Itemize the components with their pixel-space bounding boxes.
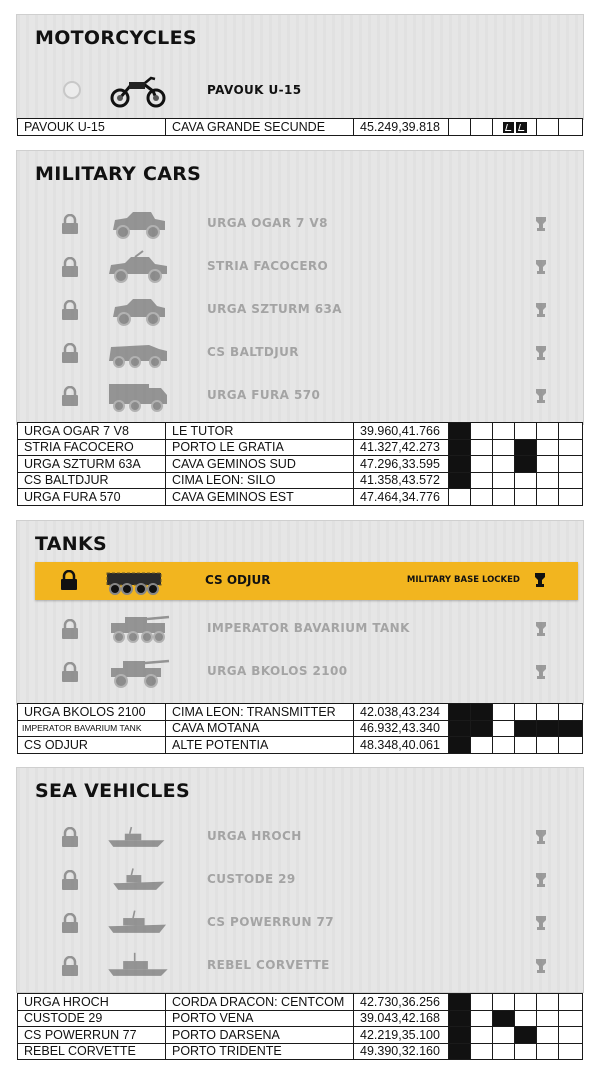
lock-icon — [60, 570, 78, 590]
coords-cell: 39.043,42.168 — [354, 1010, 449, 1027]
explosive-icon — [449, 994, 471, 1011]
feather-icon — [516, 122, 527, 133]
explosive-icon — [449, 439, 471, 456]
table-row — [18, 489, 583, 506]
vehicle-row[interactable] — [17, 945, 583, 987]
vehicle-row[interactable] — [17, 859, 583, 901]
vehicle-name: URGA SZTURM 63A — [207, 302, 342, 316]
vehicle-cell: CS POWERRUN 77 — [18, 1027, 166, 1044]
vehicle-row[interactable] — [17, 608, 583, 650]
plane-icon — [559, 720, 583, 737]
vehicle-row[interactable] — [17, 289, 583, 331]
motorcycles-panel — [16, 14, 584, 120]
lock-icon — [61, 827, 79, 847]
tanks-table — [17, 703, 583, 754]
vehicle-name: URGA HROCH — [207, 829, 302, 843]
sea-vehicles-panel — [16, 767, 584, 993]
location-cell: CIMA LEON: TRANSMITTER — [166, 704, 354, 721]
table-row — [18, 1043, 583, 1060]
vehicle-name: URGA BKOLOS 2100 — [207, 664, 348, 678]
coords-cell: 41.327,42.273 — [354, 439, 449, 456]
vehicle-name: CS POWERRUN 77 — [207, 915, 335, 929]
location-cell: PORTO TRIDENTE — [166, 1043, 354, 1060]
military-car-icon — [105, 292, 171, 328]
sea-vehicles-table — [17, 993, 583, 1060]
boat-icon — [105, 948, 171, 984]
military-car-icon — [105, 249, 171, 285]
rocket-icon — [503, 122, 514, 133]
lock-icon — [61, 386, 79, 406]
table-row — [18, 1027, 583, 1044]
coords-cell: 49.390,32.160 — [354, 1043, 449, 1060]
lock-icon — [61, 214, 79, 234]
tank-icon — [105, 611, 171, 647]
trophy-icon — [534, 572, 546, 588]
location-cell: CIMA LEON: SILO — [166, 472, 354, 489]
steering-icon — [537, 720, 559, 737]
vehicle-name: CS ODJUR — [205, 573, 271, 587]
vehicle-cell: STRIA FACOCERO — [18, 439, 166, 456]
explosive-icon — [449, 737, 471, 754]
trophy-icon — [535, 915, 547, 931]
tanks-panel — [16, 520, 584, 705]
vehicle-row[interactable] — [17, 332, 583, 374]
table-row — [18, 423, 583, 440]
vehicle-name: URGA FURA 570 — [207, 388, 321, 402]
lock-icon — [61, 619, 79, 639]
coords-cell: 41.358,43.572 — [354, 472, 449, 489]
table-row — [18, 456, 583, 473]
location-cell: PORTO LE GRATIA — [166, 439, 354, 456]
table-row — [18, 119, 583, 136]
table-row — [18, 1010, 583, 1027]
lock-icon — [61, 870, 79, 890]
explosive-icon — [449, 423, 471, 440]
trophy-icon — [535, 302, 547, 318]
vehicle-name: CS BALTDJUR — [207, 345, 299, 359]
table-row — [18, 737, 583, 754]
location-cell: CAVA GEMINOS EST — [166, 489, 354, 506]
trophy-icon — [535, 872, 547, 888]
selected-vehicle-row[interactable] — [35, 562, 578, 600]
coords-cell: 42.730,36.256 — [354, 994, 449, 1011]
trophy-icon — [535, 216, 547, 232]
location-cell: CAVA GEMINOS SUD — [166, 456, 354, 473]
location-cell: PORTO DARSENA — [166, 1027, 354, 1044]
explosive-icon — [449, 1043, 471, 1060]
section-title: TANKS — [35, 533, 107, 555]
vehicle-cell: CS BALTDJUR — [18, 472, 166, 489]
trophy-icon — [535, 621, 547, 637]
trophy-icon — [535, 259, 547, 275]
explosive-icon — [449, 456, 471, 473]
coords-cell: 42.038,43.234 — [354, 704, 449, 721]
explosive-icon — [449, 1027, 471, 1044]
boat-icon — [105, 862, 171, 898]
radio-button[interactable] — [63, 81, 81, 99]
lock-icon — [61, 956, 79, 976]
vehicle-cell: URGA FURA 570 — [18, 489, 166, 506]
vehicle-cell: CUSTODE 29 — [18, 1010, 166, 1027]
military-cars-panel — [16, 150, 584, 425]
vehicle-cell: URGA HROCH — [18, 994, 166, 1011]
lock-icon — [61, 913, 79, 933]
table-row — [18, 720, 583, 737]
vehicle-name: PAVOUK U-15 — [207, 83, 302, 97]
explosive-icon — [449, 704, 471, 721]
weapon-icons — [493, 119, 537, 136]
feather-icon — [515, 439, 537, 456]
explosive-icon — [449, 472, 471, 489]
trophy-icon — [535, 388, 547, 404]
tank-icon — [103, 563, 169, 599]
status-label: MILITARY BASE LOCKED — [406, 575, 520, 585]
trophy-icon — [535, 958, 547, 974]
military-truck-icon — [105, 378, 171, 414]
military-car-icon — [105, 206, 171, 242]
lock-icon — [61, 662, 79, 682]
location-cell: ALTE POTENTIA — [166, 737, 354, 754]
motorcycles-table — [17, 118, 583, 136]
vehicle-cell: CS ODJUR — [18, 737, 166, 754]
location-cell: CORDA DRACON: CENTCOM — [166, 994, 354, 1011]
coords-cell: 39.960,41.766 — [354, 423, 449, 440]
section-title: SEA VEHICLES — [35, 780, 190, 802]
location-cell: CAVA GRANDE SECUNDE — [166, 119, 354, 136]
vehicle-row[interactable] — [17, 902, 583, 944]
vehicle-cell: REBEL CORVETTE — [18, 1043, 166, 1060]
vehicle-row[interactable] — [17, 651, 583, 693]
vehicle-name: IMPERATOR BAVARIUM TANK — [207, 621, 410, 635]
vehicle-cell: PAVOUK U-15 — [18, 119, 166, 136]
lock-icon — [61, 343, 79, 363]
tank-icon — [105, 654, 171, 690]
trophy-icon — [535, 345, 547, 361]
coords-cell: 48.348,40.061 — [354, 737, 449, 754]
lock-icon — [61, 300, 79, 320]
table-row — [18, 472, 583, 489]
section-title: MOTORCYCLES — [35, 27, 197, 49]
vehicle-name: REBEL CORVETTE — [207, 958, 330, 972]
coords-cell: 47.464,34.776 — [354, 489, 449, 506]
location-cell: PORTO VENA — [166, 1010, 354, 1027]
feather-icon — [515, 456, 537, 473]
location-cell: CAVA MOTANA — [166, 720, 354, 737]
vehicle-name: CUSTODE 29 — [207, 872, 296, 886]
table-row — [18, 439, 583, 456]
coords-cell: 42.219,35.100 — [354, 1027, 449, 1044]
military-car-icon — [105, 335, 171, 371]
vehicle-row[interactable] — [17, 203, 583, 245]
table-row — [18, 704, 583, 721]
vehicle-name: STRIA FACOCERO — [207, 259, 329, 273]
vehicle-cell: URGA SZTURM 63A — [18, 456, 166, 473]
vehicle-row[interactable] — [17, 375, 583, 417]
vehicle-cell: URGA OGAR 7 V8 — [18, 423, 166, 440]
coords-cell: 47.296,33.595 — [354, 456, 449, 473]
vehicle-row[interactable] — [17, 70, 583, 112]
military-cars-table — [17, 422, 583, 506]
explosive-icon — [449, 720, 471, 737]
coords-cell: 46.932,43.340 — [354, 720, 449, 737]
feather-icon — [515, 720, 537, 737]
section-title: MILITARY CARS — [35, 163, 202, 185]
vehicle-row[interactable] — [17, 246, 583, 288]
vehicle-name: URGA OGAR 7 V8 — [207, 216, 328, 230]
lock-icon — [61, 257, 79, 277]
grenade-icon — [471, 720, 493, 737]
rocket-icon — [493, 1010, 515, 1027]
boat-icon — [105, 905, 171, 941]
location-cell: LE TUTOR — [166, 423, 354, 440]
trophy-icon — [535, 664, 547, 680]
vehicle-row[interactable] — [17, 816, 583, 858]
vehicle-cell: URGA BKOLOS 2100 — [18, 704, 166, 721]
vehicle-cell: IMPERATOR BAVARIUM TANK — [18, 720, 166, 737]
coords-cell: 45.249,39.818 — [354, 119, 449, 136]
trophy-icon — [535, 829, 547, 845]
explosive-icon — [449, 1010, 471, 1027]
grenade-icon — [471, 704, 493, 721]
motorcycle-icon — [105, 73, 171, 109]
feather-icon — [515, 1027, 537, 1044]
boat-icon — [105, 819, 171, 855]
table-row — [18, 994, 583, 1011]
